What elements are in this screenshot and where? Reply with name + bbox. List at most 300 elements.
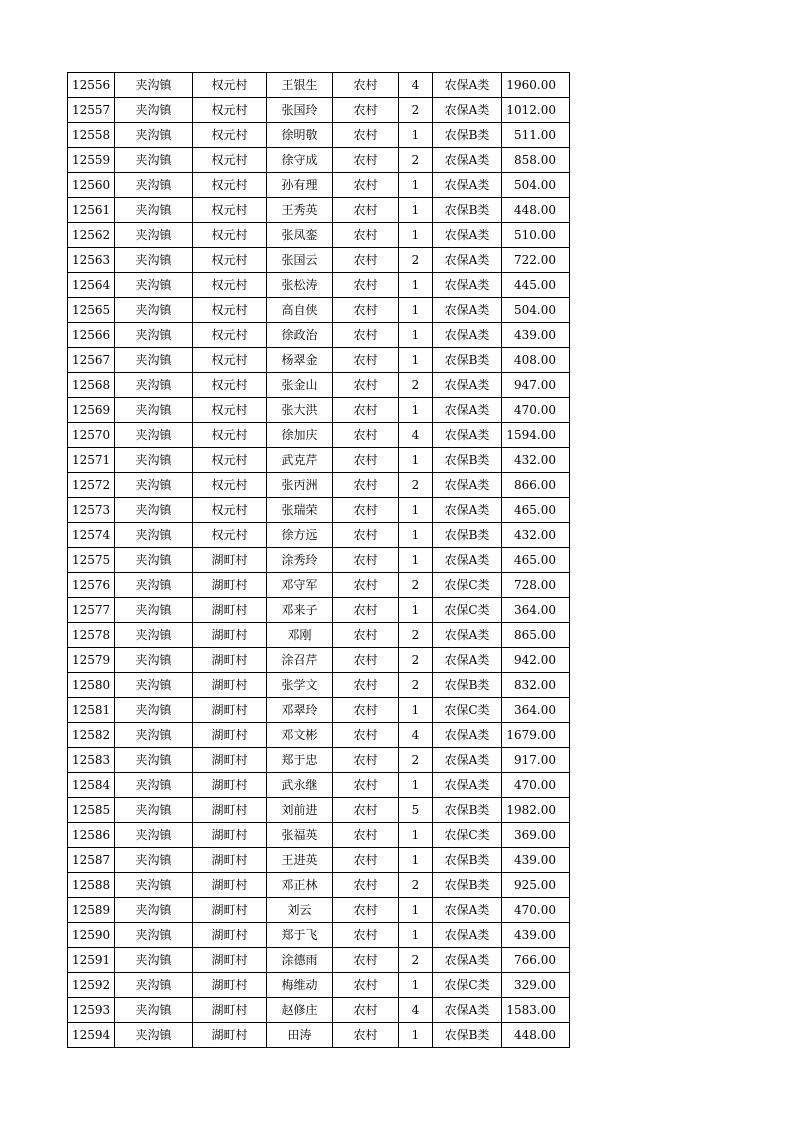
cell-town: 夹沟镇 bbox=[115, 98, 193, 123]
cell-category: 农保A类 bbox=[433, 223, 502, 248]
table-row bbox=[68, 298, 570, 323]
cell-name: 涂秀玲 bbox=[267, 548, 333, 573]
cell-category: 农保A类 bbox=[433, 623, 502, 648]
cell-name: 刘前进 bbox=[267, 798, 333, 823]
cell-town: 夹沟镇 bbox=[115, 423, 193, 448]
cell-id: 12580 bbox=[68, 673, 115, 698]
table-row bbox=[68, 473, 570, 498]
cell-category: 农保A类 bbox=[433, 948, 502, 973]
cell-id: 12582 bbox=[68, 723, 115, 748]
cell-id: 12587 bbox=[68, 848, 115, 873]
cell-id: 12578 bbox=[68, 623, 115, 648]
cell-type: 农村 bbox=[333, 823, 399, 848]
cell-name: 张丙洲 bbox=[267, 473, 333, 498]
cell-village: 权元村 bbox=[193, 373, 267, 398]
cell-town: 夹沟镇 bbox=[115, 748, 193, 773]
table-row bbox=[68, 223, 570, 248]
cell-village: 权元村 bbox=[193, 473, 267, 498]
table-row bbox=[68, 823, 570, 848]
cell-amount: 1960.00 bbox=[502, 73, 570, 98]
cell-name: 武永继 bbox=[267, 773, 333, 798]
cell-amount: 439.00 bbox=[502, 923, 570, 948]
cell-count: 1 bbox=[399, 598, 433, 623]
cell-town: 夹沟镇 bbox=[115, 623, 193, 648]
cell-category: 农保A类 bbox=[433, 373, 502, 398]
cell-village: 权元村 bbox=[193, 398, 267, 423]
cell-town: 夹沟镇 bbox=[115, 398, 193, 423]
table-row bbox=[68, 348, 570, 373]
table-row bbox=[68, 273, 570, 298]
cell-amount: 947.00 bbox=[502, 373, 570, 398]
table-row bbox=[68, 698, 570, 723]
cell-town: 夹沟镇 bbox=[115, 973, 193, 998]
cell-name: 邓来子 bbox=[267, 598, 333, 623]
cell-name: 孙有理 bbox=[267, 173, 333, 198]
cell-amount: 504.00 bbox=[502, 173, 570, 198]
cell-category: 农保C类 bbox=[433, 573, 502, 598]
cell-count: 4 bbox=[399, 73, 433, 98]
cell-name: 张金山 bbox=[267, 373, 333, 398]
cell-count: 1 bbox=[399, 223, 433, 248]
cell-amount: 470.00 bbox=[502, 898, 570, 923]
cell-name: 涂召芹 bbox=[267, 648, 333, 673]
table-row bbox=[68, 98, 570, 123]
cell-id: 12579 bbox=[68, 648, 115, 673]
cell-amount: 858.00 bbox=[502, 148, 570, 173]
cell-name: 王秀英 bbox=[267, 198, 333, 223]
cell-id: 12567 bbox=[68, 348, 115, 373]
table-row bbox=[68, 923, 570, 948]
cell-amount: 1594.00 bbox=[502, 423, 570, 448]
table-row bbox=[68, 148, 570, 173]
cell-type: 农村 bbox=[333, 173, 399, 198]
cell-count: 4 bbox=[399, 723, 433, 748]
cell-amount: 439.00 bbox=[502, 323, 570, 348]
cell-id: 12590 bbox=[68, 923, 115, 948]
cell-amount: 329.00 bbox=[502, 973, 570, 998]
cell-village: 权元村 bbox=[193, 448, 267, 473]
cell-count: 1 bbox=[399, 823, 433, 848]
cell-town: 夹沟镇 bbox=[115, 148, 193, 173]
table-row bbox=[68, 523, 570, 548]
cell-name: 涂德雨 bbox=[267, 948, 333, 973]
table-body bbox=[68, 73, 570, 1048]
cell-village: 权元村 bbox=[193, 123, 267, 148]
cell-count: 1 bbox=[399, 898, 433, 923]
cell-village: 权元村 bbox=[193, 73, 267, 98]
cell-town: 夹沟镇 bbox=[115, 898, 193, 923]
cell-town: 夹沟镇 bbox=[115, 823, 193, 848]
cell-name: 张学文 bbox=[267, 673, 333, 698]
cell-type: 农村 bbox=[333, 673, 399, 698]
table-row bbox=[68, 548, 570, 573]
cell-name: 刘云 bbox=[267, 898, 333, 923]
cell-town: 夹沟镇 bbox=[115, 198, 193, 223]
cell-category: 农保A类 bbox=[433, 548, 502, 573]
cell-category: 农保B类 bbox=[433, 523, 502, 548]
cell-town: 夹沟镇 bbox=[115, 323, 193, 348]
table-row bbox=[68, 873, 570, 898]
cell-village: 湖町村 bbox=[193, 773, 267, 798]
cell-village: 湖町村 bbox=[193, 998, 267, 1023]
cell-type: 农村 bbox=[333, 123, 399, 148]
cell-town: 夹沟镇 bbox=[115, 598, 193, 623]
cell-village: 湖町村 bbox=[193, 673, 267, 698]
cell-category: 农保A类 bbox=[433, 723, 502, 748]
cell-village: 权元村 bbox=[193, 348, 267, 373]
cell-category: 农保A类 bbox=[433, 648, 502, 673]
cell-town: 夹沟镇 bbox=[115, 673, 193, 698]
cell-type: 农村 bbox=[333, 923, 399, 948]
cell-type: 农村 bbox=[333, 298, 399, 323]
cell-id: 12562 bbox=[68, 223, 115, 248]
cell-name: 徐明敬 bbox=[267, 123, 333, 148]
cell-name: 徐守成 bbox=[267, 148, 333, 173]
cell-name: 张松涛 bbox=[267, 273, 333, 298]
cell-count: 5 bbox=[399, 798, 433, 823]
cell-category: 农保A类 bbox=[433, 148, 502, 173]
cell-type: 农村 bbox=[333, 973, 399, 998]
cell-id: 12593 bbox=[68, 998, 115, 1023]
cell-category: 农保B类 bbox=[433, 448, 502, 473]
cell-amount: 1679.00 bbox=[502, 723, 570, 748]
cell-name: 徐政治 bbox=[267, 323, 333, 348]
cell-count: 4 bbox=[399, 423, 433, 448]
table-row bbox=[68, 198, 570, 223]
cell-type: 农村 bbox=[333, 748, 399, 773]
cell-village: 权元村 bbox=[193, 223, 267, 248]
cell-count: 1 bbox=[399, 848, 433, 873]
cell-town: 夹沟镇 bbox=[115, 123, 193, 148]
cell-village: 湖町村 bbox=[193, 898, 267, 923]
table-row bbox=[68, 773, 570, 798]
cell-name: 赵修庄 bbox=[267, 998, 333, 1023]
cell-id: 12571 bbox=[68, 448, 115, 473]
cell-type: 农村 bbox=[333, 598, 399, 623]
cell-count: 4 bbox=[399, 998, 433, 1023]
cell-amount: 766.00 bbox=[502, 948, 570, 973]
cell-category: 农保C类 bbox=[433, 823, 502, 848]
cell-count: 2 bbox=[399, 373, 433, 398]
cell-name: 邓守军 bbox=[267, 573, 333, 598]
cell-village: 权元村 bbox=[193, 273, 267, 298]
cell-town: 夹沟镇 bbox=[115, 773, 193, 798]
cell-amount: 439.00 bbox=[502, 848, 570, 873]
cell-count: 1 bbox=[399, 1023, 433, 1048]
cell-amount: 925.00 bbox=[502, 873, 570, 898]
cell-village: 湖町村 bbox=[193, 1023, 267, 1048]
cell-village: 湖町村 bbox=[193, 798, 267, 823]
cell-town: 夹沟镇 bbox=[115, 1023, 193, 1048]
cell-category: 农保C类 bbox=[433, 598, 502, 623]
cell-type: 农村 bbox=[333, 773, 399, 798]
cell-category: 农保A类 bbox=[433, 773, 502, 798]
cell-category: 农保A类 bbox=[433, 923, 502, 948]
cell-village: 权元村 bbox=[193, 148, 267, 173]
cell-amount: 470.00 bbox=[502, 398, 570, 423]
cell-category: 农保A类 bbox=[433, 423, 502, 448]
cell-amount: 1012.00 bbox=[502, 98, 570, 123]
cell-amount: 865.00 bbox=[502, 623, 570, 648]
table-row bbox=[68, 848, 570, 873]
cell-village: 湖町村 bbox=[193, 748, 267, 773]
cell-town: 夹沟镇 bbox=[115, 273, 193, 298]
cell-amount: 504.00 bbox=[502, 298, 570, 323]
cell-id: 12563 bbox=[68, 248, 115, 273]
cell-id: 12570 bbox=[68, 423, 115, 448]
cell-category: 农保A类 bbox=[433, 898, 502, 923]
cell-town: 夹沟镇 bbox=[115, 473, 193, 498]
table-row bbox=[68, 373, 570, 398]
cell-name: 王银生 bbox=[267, 73, 333, 98]
cell-id: 12573 bbox=[68, 498, 115, 523]
cell-name: 郑于飞 bbox=[267, 923, 333, 948]
cell-amount: 364.00 bbox=[502, 598, 570, 623]
cell-id: 12581 bbox=[68, 698, 115, 723]
table-row bbox=[68, 73, 570, 98]
cell-count: 2 bbox=[399, 748, 433, 773]
cell-village: 湖町村 bbox=[193, 623, 267, 648]
cell-name: 武克芹 bbox=[267, 448, 333, 473]
cell-count: 2 bbox=[399, 673, 433, 698]
cell-amount: 1583.00 bbox=[502, 998, 570, 1023]
cell-village: 湖町村 bbox=[193, 573, 267, 598]
cell-amount: 832.00 bbox=[502, 673, 570, 698]
cell-name: 杨翠金 bbox=[267, 348, 333, 373]
cell-name: 邓翠玲 bbox=[267, 698, 333, 723]
cell-category: 农保A类 bbox=[433, 748, 502, 773]
cell-town: 夹沟镇 bbox=[115, 648, 193, 673]
table-row bbox=[68, 623, 570, 648]
cell-town: 夹沟镇 bbox=[115, 573, 193, 598]
cell-id: 12564 bbox=[68, 273, 115, 298]
cell-amount: 470.00 bbox=[502, 773, 570, 798]
cell-town: 夹沟镇 bbox=[115, 498, 193, 523]
cell-category: 农保B类 bbox=[433, 848, 502, 873]
cell-amount: 942.00 bbox=[502, 648, 570, 673]
cell-amount: 917.00 bbox=[502, 748, 570, 773]
cell-name: 徐方远 bbox=[267, 523, 333, 548]
cell-town: 夹沟镇 bbox=[115, 923, 193, 948]
cell-type: 农村 bbox=[333, 523, 399, 548]
cell-type: 农村 bbox=[333, 848, 399, 873]
cell-id: 12558 bbox=[68, 123, 115, 148]
cell-town: 夹沟镇 bbox=[115, 723, 193, 748]
cell-id: 12559 bbox=[68, 148, 115, 173]
table-row bbox=[68, 423, 570, 448]
cell-type: 农村 bbox=[333, 373, 399, 398]
cell-category: 农保A类 bbox=[433, 498, 502, 523]
cell-amount: 445.00 bbox=[502, 273, 570, 298]
cell-type: 农村 bbox=[333, 323, 399, 348]
cell-type: 农村 bbox=[333, 498, 399, 523]
cell-count: 1 bbox=[399, 298, 433, 323]
cell-village: 湖町村 bbox=[193, 698, 267, 723]
cell-type: 农村 bbox=[333, 473, 399, 498]
cell-category: 农保B类 bbox=[433, 1023, 502, 1048]
cell-count: 1 bbox=[399, 773, 433, 798]
cell-village: 权元村 bbox=[193, 298, 267, 323]
cell-category: 农保A类 bbox=[433, 298, 502, 323]
cell-count: 2 bbox=[399, 473, 433, 498]
cell-count: 1 bbox=[399, 323, 433, 348]
cell-id: 12574 bbox=[68, 523, 115, 548]
cell-id: 12583 bbox=[68, 748, 115, 773]
cell-category: 农保A类 bbox=[433, 273, 502, 298]
cell-amount: 369.00 bbox=[502, 823, 570, 848]
cell-category: 农保A类 bbox=[433, 323, 502, 348]
cell-amount: 510.00 bbox=[502, 223, 570, 248]
cell-type: 农村 bbox=[333, 98, 399, 123]
cell-name: 邓刚 bbox=[267, 623, 333, 648]
cell-village: 湖町村 bbox=[193, 848, 267, 873]
cell-category: 农保B类 bbox=[433, 123, 502, 148]
cell-amount: 432.00 bbox=[502, 523, 570, 548]
cell-category: 农保C类 bbox=[433, 698, 502, 723]
cell-town: 夹沟镇 bbox=[115, 248, 193, 273]
cell-count: 2 bbox=[399, 98, 433, 123]
cell-category: 农保B类 bbox=[433, 198, 502, 223]
cell-name: 张大洪 bbox=[267, 398, 333, 423]
cell-name: 张福英 bbox=[267, 823, 333, 848]
cell-type: 农村 bbox=[333, 798, 399, 823]
cell-type: 农村 bbox=[333, 273, 399, 298]
cell-name: 郑于忠 bbox=[267, 748, 333, 773]
table-row bbox=[68, 398, 570, 423]
cell-id: 12575 bbox=[68, 548, 115, 573]
cell-type: 农村 bbox=[333, 623, 399, 648]
cell-id: 12588 bbox=[68, 873, 115, 898]
cell-id: 12589 bbox=[68, 898, 115, 923]
cell-town: 夹沟镇 bbox=[115, 348, 193, 373]
cell-name: 张国云 bbox=[267, 248, 333, 273]
cell-type: 农村 bbox=[333, 873, 399, 898]
cell-town: 夹沟镇 bbox=[115, 448, 193, 473]
cell-village: 湖町村 bbox=[193, 598, 267, 623]
cell-count: 1 bbox=[399, 548, 433, 573]
cell-count: 1 bbox=[399, 273, 433, 298]
cell-name: 张瑞荣 bbox=[267, 498, 333, 523]
cell-type: 农村 bbox=[333, 223, 399, 248]
cell-name: 邓正林 bbox=[267, 873, 333, 898]
table-row bbox=[68, 973, 570, 998]
cell-town: 夹沟镇 bbox=[115, 798, 193, 823]
cell-town: 夹沟镇 bbox=[115, 948, 193, 973]
cell-count: 1 bbox=[399, 173, 433, 198]
cell-count: 1 bbox=[399, 123, 433, 148]
cell-amount: 408.00 bbox=[502, 348, 570, 373]
cell-id: 12560 bbox=[68, 173, 115, 198]
table-row bbox=[68, 948, 570, 973]
cell-id: 12568 bbox=[68, 373, 115, 398]
cell-count: 2 bbox=[399, 873, 433, 898]
cell-type: 农村 bbox=[333, 1023, 399, 1048]
cell-type: 农村 bbox=[333, 648, 399, 673]
cell-id: 12576 bbox=[68, 573, 115, 598]
cell-town: 夹沟镇 bbox=[115, 223, 193, 248]
cell-id: 12592 bbox=[68, 973, 115, 998]
cell-amount: 364.00 bbox=[502, 698, 570, 723]
cell-count: 1 bbox=[399, 348, 433, 373]
cell-amount: 448.00 bbox=[502, 1023, 570, 1048]
cell-id: 12565 bbox=[68, 298, 115, 323]
cell-type: 农村 bbox=[333, 248, 399, 273]
cell-amount: 722.00 bbox=[502, 248, 570, 273]
cell-id: 12561 bbox=[68, 198, 115, 223]
cell-village: 湖町村 bbox=[193, 873, 267, 898]
cell-name: 张国玲 bbox=[267, 98, 333, 123]
cell-amount: 465.00 bbox=[502, 498, 570, 523]
cell-village: 权元村 bbox=[193, 323, 267, 348]
cell-category: 农保A类 bbox=[433, 998, 502, 1023]
cell-category: 农保A类 bbox=[433, 73, 502, 98]
cell-category: 农保A类 bbox=[433, 173, 502, 198]
cell-category: 农保B类 bbox=[433, 798, 502, 823]
cell-name: 高自侠 bbox=[267, 298, 333, 323]
cell-town: 夹沟镇 bbox=[115, 848, 193, 873]
table-row bbox=[68, 598, 570, 623]
cell-count: 1 bbox=[399, 448, 433, 473]
cell-count: 2 bbox=[399, 623, 433, 648]
cell-type: 农村 bbox=[333, 348, 399, 373]
cell-type: 农村 bbox=[333, 198, 399, 223]
cell-town: 夹沟镇 bbox=[115, 698, 193, 723]
cell-count: 1 bbox=[399, 973, 433, 998]
cell-amount: 432.00 bbox=[502, 448, 570, 473]
cell-village: 权元村 bbox=[193, 423, 267, 448]
cell-name: 田涛 bbox=[267, 1023, 333, 1048]
cell-town: 夹沟镇 bbox=[115, 998, 193, 1023]
cell-village: 湖町村 bbox=[193, 823, 267, 848]
cell-town: 夹沟镇 bbox=[115, 73, 193, 98]
cell-village: 湖町村 bbox=[193, 648, 267, 673]
cell-village: 权元村 bbox=[193, 173, 267, 198]
cell-town: 夹沟镇 bbox=[115, 873, 193, 898]
cell-amount: 728.00 bbox=[502, 573, 570, 598]
cell-village: 湖町村 bbox=[193, 548, 267, 573]
cell-category: 农保A类 bbox=[433, 248, 502, 273]
table-row bbox=[68, 498, 570, 523]
cell-amount: 511.00 bbox=[502, 123, 570, 148]
cell-count: 2 bbox=[399, 948, 433, 973]
cell-village: 权元村 bbox=[193, 498, 267, 523]
cell-name: 张凤銮 bbox=[267, 223, 333, 248]
cell-category: 农保A类 bbox=[433, 473, 502, 498]
cell-amount: 448.00 bbox=[502, 198, 570, 223]
data-table bbox=[67, 72, 570, 1048]
cell-count: 1 bbox=[399, 198, 433, 223]
cell-category: 农保B类 bbox=[433, 673, 502, 698]
cell-type: 农村 bbox=[333, 148, 399, 173]
table-row bbox=[68, 323, 570, 348]
cell-id: 12594 bbox=[68, 1023, 115, 1048]
cell-id: 12566 bbox=[68, 323, 115, 348]
cell-id: 12584 bbox=[68, 773, 115, 798]
cell-count: 1 bbox=[399, 523, 433, 548]
cell-id: 12577 bbox=[68, 598, 115, 623]
cell-amount: 866.00 bbox=[502, 473, 570, 498]
cell-type: 农村 bbox=[333, 548, 399, 573]
cell-town: 夹沟镇 bbox=[115, 173, 193, 198]
cell-amount: 1982.00 bbox=[502, 798, 570, 823]
cell-town: 夹沟镇 bbox=[115, 298, 193, 323]
cell-id: 12585 bbox=[68, 798, 115, 823]
table-row bbox=[68, 123, 570, 148]
cell-town: 夹沟镇 bbox=[115, 548, 193, 573]
cell-count: 2 bbox=[399, 248, 433, 273]
cell-village: 湖町村 bbox=[193, 923, 267, 948]
cell-type: 农村 bbox=[333, 448, 399, 473]
